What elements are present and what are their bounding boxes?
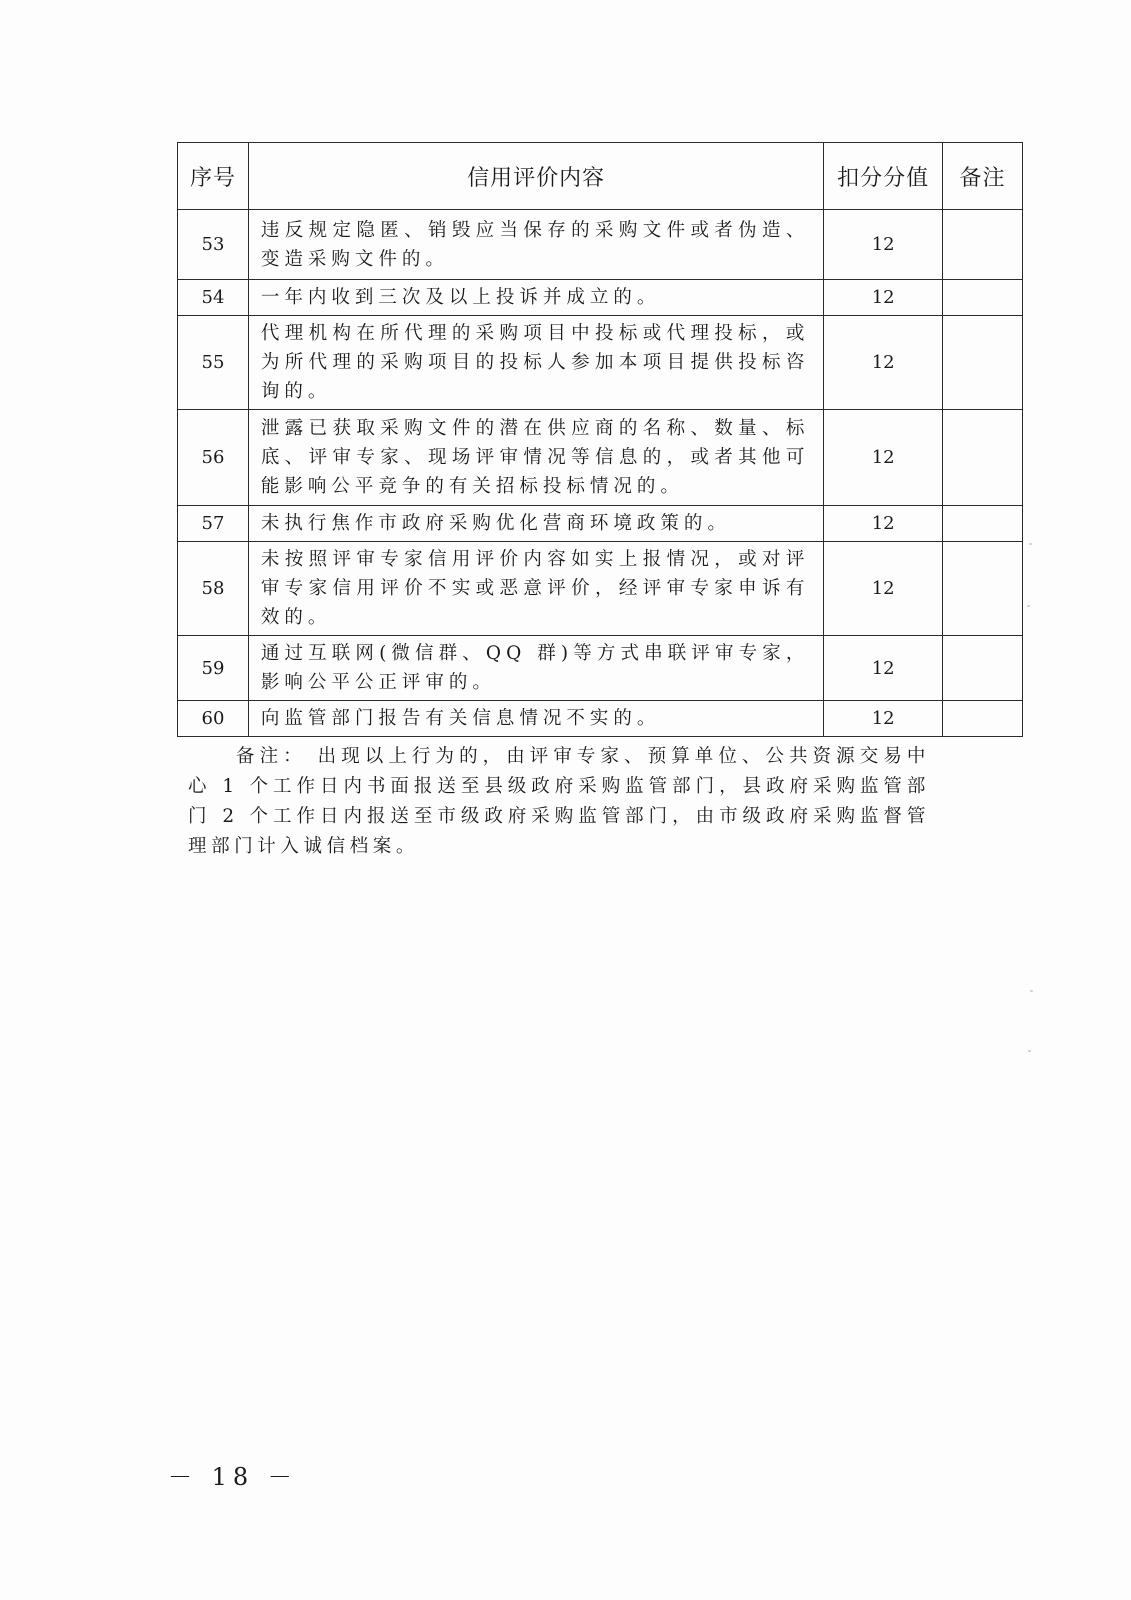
row-content: 未按照评审专家信用评价内容如实上报情况，或对评审专家信用评价不实或恶意评价，经评审专家申诉有效的。 [248, 542, 823, 636]
header-content: 信用评价内容 [248, 143, 823, 210]
header-remark: 备注 [942, 143, 1022, 210]
row-content: 向监管部门报告有关信息情况不实的。 [248, 701, 823, 737]
table-row [178, 410, 1023, 506]
row-score: 12 [824, 701, 943, 737]
page-number: － 18 － [168, 1463, 298, 1491]
row-content: 一年内收到三次及以上投诉并成立的。 [248, 280, 823, 316]
scan-speck [1030, 990, 1033, 992]
row-remark [942, 506, 1022, 542]
scan-speck [1028, 1050, 1031, 1052]
table-row [178, 542, 1023, 636]
table-footnote: 备注： 出现以上行为的，由评审专家、预算单位、公共资源交易中心 1 个工作日内书面报送至县级政府采购监管部门，县政府采购监管部门 2 个工作日内报送至市级政府采购监管部门，由市级政府采购监督管理部门计入诚信档案。 [188, 746, 930, 857]
table-header-row [178, 143, 1023, 210]
row-no: 59 [178, 636, 249, 701]
row-remark [942, 542, 1022, 636]
table-row [178, 280, 1023, 316]
row-remark [942, 210, 1022, 280]
row-score: 12 [824, 316, 943, 410]
row-score: 12 [824, 542, 943, 636]
row-no: 57 [178, 506, 249, 542]
row-score: 12 [824, 636, 943, 701]
row-score: 12 [824, 280, 943, 316]
row-content: 未执行焦作市政府采购优化营商环境政策的。 [248, 506, 823, 542]
table-row [178, 701, 1023, 737]
credit-evaluation-table [177, 142, 1023, 737]
scan-speck [1027, 605, 1030, 607]
row-remark [942, 280, 1022, 316]
table-row [178, 316, 1023, 410]
row-no: 54 [178, 280, 249, 316]
row-no: 55 [178, 316, 249, 410]
row-content: 泄露已获取采购文件的潜在供应商的名称、数量、标底、评审专家、现场评审情况等信息的，或者其他可能影响公平竞争的有关招标投标情况的。 [248, 410, 823, 506]
table-row [178, 506, 1023, 542]
row-content: 代理机构在所代理的采购项目中投标或代理投标，或为所代理的采购项目的投标人参加本项目提供投标咨询的。 [248, 316, 823, 410]
table-row [178, 210, 1023, 280]
row-no: 60 [178, 701, 249, 737]
row-score: 12 [824, 210, 943, 280]
header-no: 序号 [178, 143, 249, 210]
row-no: 53 [178, 210, 249, 280]
scan-speck [1029, 543, 1032, 545]
row-no: 58 [178, 542, 249, 636]
row-remark [942, 701, 1022, 737]
table-row [178, 636, 1023, 701]
row-no: 56 [178, 410, 249, 506]
row-remark [942, 636, 1022, 701]
row-remark [942, 410, 1022, 506]
row-score: 12 [824, 506, 943, 542]
header-score: 扣分分值 [824, 143, 943, 210]
row-content: 通过互联网(微信群、QQ 群)等方式串联评审专家，影响公平公正评审的。 [248, 636, 823, 701]
row-score: 12 [824, 410, 943, 506]
row-remark [942, 316, 1022, 410]
row-content: 违反规定隐匿、销毁应当保存的采购文件或者伪造、变造采购文件的。 [248, 210, 823, 280]
